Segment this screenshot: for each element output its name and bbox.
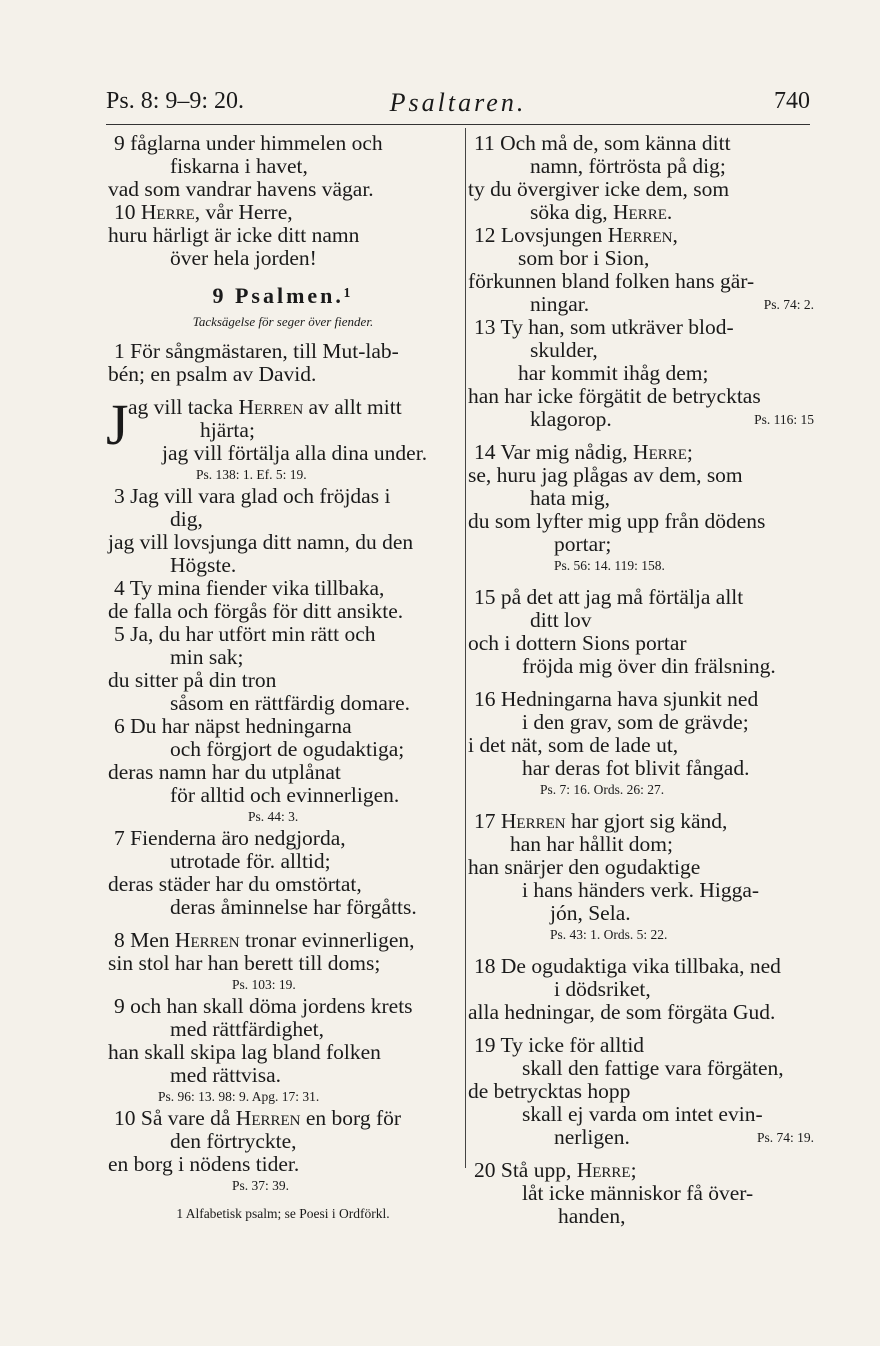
footnote: 1 Alfabetisk psalm; se Poesi i Ordförkl. bbox=[176, 1206, 390, 1221]
cross-reference: Ps. 37: 39. bbox=[232, 1178, 290, 1193]
verse-line: 19 Ty icke för alltid bbox=[474, 1033, 645, 1057]
verse-line: fröjda mig över din frälsning. bbox=[522, 654, 776, 678]
cross-reference: Ps. 44: 3. bbox=[248, 809, 299, 824]
verse-line: 10 Så vare då Herren en borg för bbox=[114, 1106, 402, 1130]
verse-line: jag vill lovsjunga ditt namn, du den bbox=[108, 530, 414, 554]
column-divider bbox=[465, 128, 466, 1168]
verse-line: alla hedningar, de som förgäta Gud. bbox=[468, 1000, 776, 1024]
chapter-reference: Ps. 8: 9–9: 20. bbox=[106, 88, 245, 114]
verse-line: ditt lov bbox=[530, 608, 592, 632]
verse-line: 20 Stå upp, Herre; bbox=[474, 1158, 637, 1182]
verse-line: 13 Ty han, som utkräver blod- bbox=[474, 315, 734, 339]
verse-line: 15 på det att jag må förtälja allt bbox=[474, 585, 744, 609]
verse-line: Högste. bbox=[170, 553, 237, 577]
verse-line: 6 Du har näpst hedningarna bbox=[114, 714, 352, 738]
verse-line: i hans händers verk. Higga- bbox=[522, 878, 760, 902]
cross-reference: Ps. 96: 13. 98: 9. Apg. 17: 31. bbox=[158, 1089, 320, 1104]
verse-line: hjärta; bbox=[200, 418, 255, 442]
verse-line: du som lyfter mig upp från dödens bbox=[468, 509, 766, 533]
verse-line: nerligen. Ps. 74: 19. bbox=[554, 1125, 814, 1149]
verse-line: de betrycktas hopp bbox=[468, 1079, 631, 1103]
cross-reference: Ps. 7: 16. Ords. 26: 27. bbox=[540, 782, 665, 797]
divine-name: Herren bbox=[235, 1106, 301, 1130]
verse-line: utrotade för. alltid; bbox=[170, 849, 331, 873]
verse-line: ty du övergiver icke dem, som bbox=[468, 177, 730, 201]
verse-line: i den grav, som de grävde; bbox=[522, 710, 749, 734]
divine-name: Herre bbox=[140, 200, 195, 224]
verse-line: ag vill tacka Herren av allt mitt bbox=[128, 395, 402, 419]
verse-line: 8 Men Herren tronar evinnerligen, bbox=[114, 928, 415, 952]
verse-line: 5 Ja, du har utfört min rätt och bbox=[114, 622, 376, 646]
verse-line: 3 Jag vill vara glad och fröjdas i bbox=[114, 484, 391, 508]
verse-line: han har icke förgätit de betrycktas bbox=[468, 384, 761, 408]
verse-line: för alltid och evinnerligen. bbox=[170, 783, 400, 807]
verse-line: med rättfärdighet, bbox=[170, 1017, 325, 1041]
verse-line: 16 Hedningarna hava sjunkit ned bbox=[474, 687, 759, 711]
verse-line: huru härligt är icke ditt namn bbox=[108, 223, 360, 247]
verse-line: söka dig, Herre. bbox=[530, 200, 673, 224]
cross-reference: Ps. 103: 19. bbox=[232, 977, 296, 992]
divine-name: Herren bbox=[174, 928, 240, 952]
psalm-heading: 9 Psalmen.¹ bbox=[212, 283, 354, 308]
verse-line: klagorop. Ps. 116: 15 bbox=[530, 407, 814, 431]
verse-line: de falla och förgås för ditt ansikte. bbox=[108, 599, 404, 623]
verse-line: namn, förtrösta på dig; bbox=[530, 154, 726, 178]
verse-line: 1 För sångmästaren, till Mut-lab- bbox=[114, 339, 399, 363]
verse-line: vad som vandrar havens vägar. bbox=[108, 177, 374, 201]
verse-line: dig, bbox=[170, 507, 203, 531]
cross-reference: Ps. 74: 2. bbox=[763, 297, 814, 312]
verse-line: ningar. Ps. 74: 2. bbox=[530, 292, 814, 316]
verse-line: och förgjort de ogudaktiga; bbox=[170, 737, 405, 761]
verse-line: har kommit ihåg dem; bbox=[518, 361, 709, 385]
divine-name: Herren bbox=[500, 809, 566, 833]
cross-reference: Ps. 138: 1. Ef. 5: 19. bbox=[196, 467, 307, 482]
verse-line: hata mig, bbox=[530, 486, 611, 510]
verse-line: han har hållit dom; bbox=[510, 832, 674, 856]
drop-cap: J bbox=[106, 392, 129, 457]
verse-line: 12 Lovsjungen Herren, bbox=[474, 223, 678, 247]
drop-cap-verse bbox=[106, 392, 458, 465]
verse-line: med rättvisa. bbox=[170, 1063, 282, 1087]
page-header bbox=[106, 88, 810, 124]
verse-line: jag vill förtälja alla dina under. bbox=[162, 441, 428, 465]
verse-line: du sitter på din tron bbox=[108, 668, 277, 692]
cross-reference: Ps. 56: 14. 119: 158. bbox=[554, 558, 665, 573]
verse-line: jón, Sela. bbox=[550, 901, 631, 925]
verse-line: deras städer har du omstörtat, bbox=[108, 872, 362, 896]
verse-line: 10 Herre, vår Herre, bbox=[114, 200, 293, 224]
verse-line: handen, bbox=[558, 1204, 626, 1228]
verse-line: den förtryckte, bbox=[170, 1129, 297, 1153]
verse-line: skulder, bbox=[530, 338, 598, 362]
left-column bbox=[108, 132, 458, 1225]
verse-line: deras åminnelse har förgåtts. bbox=[170, 895, 417, 919]
verse-line: se, huru jag plågas av dem, som bbox=[468, 463, 743, 487]
verse-line: bén; en psalm av David. bbox=[108, 362, 317, 386]
verse-line: i dödsriket, bbox=[554, 977, 651, 1001]
cross-reference: Ps. 43: 1. Ords. 5: 22. bbox=[550, 927, 668, 942]
verse-line: förkunnen bland folken hans gär- bbox=[468, 269, 755, 293]
verse-line: 11 Och må de, som känna ditt bbox=[474, 131, 731, 155]
verse-line: har deras fot blivit fångad. bbox=[522, 756, 750, 780]
verse-line: portar; bbox=[554, 532, 612, 556]
verse-line: 7 Fienderna äro nedgjorda, bbox=[114, 826, 346, 850]
verse-line: min sak; bbox=[170, 645, 244, 669]
cross-reference: Ps. 74: 19. bbox=[756, 1130, 814, 1145]
verse-line: 9 fåglarna under himmelen och bbox=[114, 131, 383, 155]
divine-name: Herre bbox=[576, 1158, 631, 1182]
header-rule bbox=[106, 124, 810, 125]
verse-line: en borg i nödens tider. bbox=[108, 1152, 300, 1176]
page-number: 740 bbox=[774, 88, 810, 114]
verse-line: 17 Herren har gjort sig känd, bbox=[474, 809, 728, 833]
verse-line: 9 och han skall döma jordens krets bbox=[114, 994, 413, 1018]
verse-line: såsom en rättfärdig domare. bbox=[170, 691, 410, 715]
psalm-subtitle: Tacksägelse för seger över fiender. bbox=[192, 314, 374, 329]
divine-name: Herre bbox=[633, 440, 687, 464]
verse-line: över hela jorden! bbox=[170, 246, 317, 270]
divine-name: Herren bbox=[607, 223, 673, 247]
right-column bbox=[468, 132, 814, 1228]
verse-line: han skall skipa lag bland folken bbox=[108, 1040, 381, 1064]
divine-name: Herren bbox=[238, 395, 304, 419]
verse-line: som bor i Sion, bbox=[518, 246, 650, 270]
verse-line: i det nät, som de lade ut, bbox=[468, 733, 679, 757]
verse-line: 4 Ty mina fiender vika tillbaka, bbox=[114, 576, 385, 600]
verse-line: han snärjer den ogudaktige bbox=[468, 855, 701, 879]
verse-line: skall ej varda om intet evin- bbox=[522, 1102, 763, 1126]
verse-line: fiskarna i havet, bbox=[170, 154, 308, 178]
verse-line: skall den fattige vara förgäten, bbox=[522, 1056, 784, 1080]
verse-line: deras namn har du utplånat bbox=[108, 760, 341, 784]
divine-name: Herre bbox=[613, 200, 667, 224]
verse-line: 18 De ogudaktiga vika tillbaka, ned bbox=[474, 954, 781, 978]
cross-reference: Ps. 116: 15 bbox=[754, 412, 814, 427]
book-title: Psaltaren. bbox=[389, 88, 527, 117]
verse-line: och i dottern Sions portar bbox=[468, 631, 687, 655]
verse-line: sin stol har han berett till doms; bbox=[108, 951, 381, 975]
verse-line: låt icke människor få över- bbox=[522, 1181, 754, 1205]
verse-line: 14 Var mig nådig, Herre; bbox=[474, 440, 693, 464]
